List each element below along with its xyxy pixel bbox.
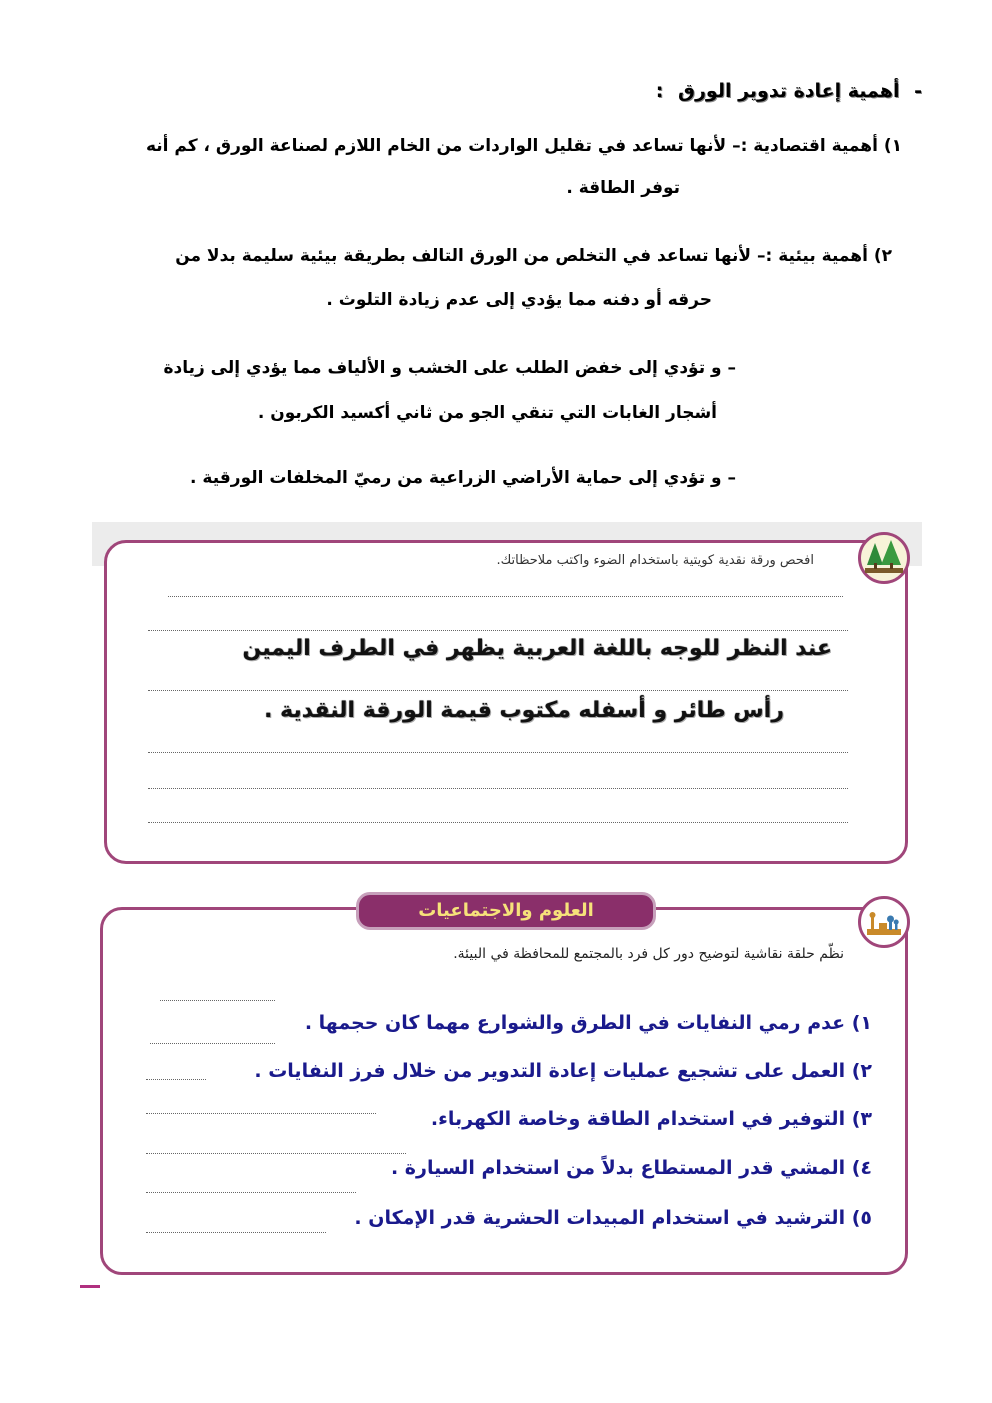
- bullet-2-line-1: – و تؤدي إلى حماية الأراضي الزراعية من رميّ المخلفات الورقية .: [190, 468, 736, 488]
- activity-1-icon-circle: [858, 532, 910, 584]
- activity-1-answer-line-1: عند النظر للوجه باللغة العربية يظهر في الطرف اليمين: [242, 636, 832, 661]
- writing-line: [160, 1000, 275, 1001]
- bullet-1-line-1: – و تؤدي إلى خفض الطلب على الخشب و الألياف مما يؤدي إلى زيادة: [163, 358, 736, 378]
- section-title-row: [656, 80, 922, 102]
- activity-2-icon-circle: [858, 896, 910, 948]
- page-corner-mark: [80, 1285, 100, 1288]
- section-title: أهمية إعادة تدوير الورق: [677, 80, 900, 102]
- activity-2-tab-label: العلوم والاجتماعيات: [418, 900, 594, 921]
- activity-2-answer-2: ٢) العمل على تشجيع عمليات إعادة التدوير من خلال فرز النفايات .: [254, 1060, 872, 1082]
- writing-line: [146, 1153, 406, 1154]
- writing-line: [148, 690, 848, 691]
- activity-2-answer-3: ٣) التوفير في استخدام الطاقة وخاصة الكهرباء.: [430, 1108, 872, 1130]
- writing-line: [148, 788, 848, 789]
- bullet-1-line-2: أشجار الغابات التي تنقي الجو من ثاني أكسيد الكربون .: [257, 403, 717, 423]
- activity-2-tab: [356, 892, 656, 930]
- writing-line: [146, 1113, 376, 1114]
- writing-line: [146, 1192, 356, 1193]
- writing-line: [148, 822, 848, 823]
- activity-2-answer-4: ٤) المشي قدر المستطاع بدلاً من استخدام السيارة .: [390, 1157, 872, 1179]
- activity-2-instruction: نظّم حلقة نقاشية لتوضيح دور كل فرد بالمجتمع للمحافظة في البيئة.: [453, 946, 844, 962]
- writing-line: [148, 630, 848, 631]
- activity-2-answer-5: ٥) الترشيد في استخدام المبيدات الحشرية قدر الإمكان .: [354, 1207, 872, 1229]
- writing-line: [146, 1079, 206, 1080]
- point-1-line-1: ١) أهمية اقتصادية :– لأنها تساعد في تقليل الواردات من الخام اللازم لصناعة الورق ، كم أنه: [145, 136, 902, 156]
- towers-icon: [861, 899, 907, 945]
- activity-1-instruction: افحص ورقة نقدية كويتية باستخدام الضوء واكتب ملاحظاتك.: [496, 553, 814, 568]
- activity-2-answer-1: ١) عدم رمي النفايات في الطرق والشوارع مهما كان حجمها .: [304, 1012, 872, 1034]
- writing-line: [168, 596, 843, 597]
- activity-1-answer-line-2: رأس طائر و أسفله مكتوب قيمة الورقة النقدية .: [264, 698, 784, 723]
- writing-line: [146, 1232, 326, 1233]
- point-1-line-2: توفر الطاقة .: [566, 178, 680, 198]
- title-colon: :: [655, 80, 664, 102]
- trees-icon: [861, 535, 907, 581]
- writing-line: [150, 1043, 275, 1044]
- title-dash: -: [914, 80, 922, 102]
- point-2-line-2: حرقه أو دفنه مما يؤدي إلى عدم زيادة التلوث .: [326, 290, 712, 310]
- writing-line: [148, 752, 848, 753]
- point-2-line-1: ٢) أهمية بيئية :– لأنها تساعد في التخلص من الورق التالف بطريقة بيئية سليمة بدلا من: [175, 246, 892, 266]
